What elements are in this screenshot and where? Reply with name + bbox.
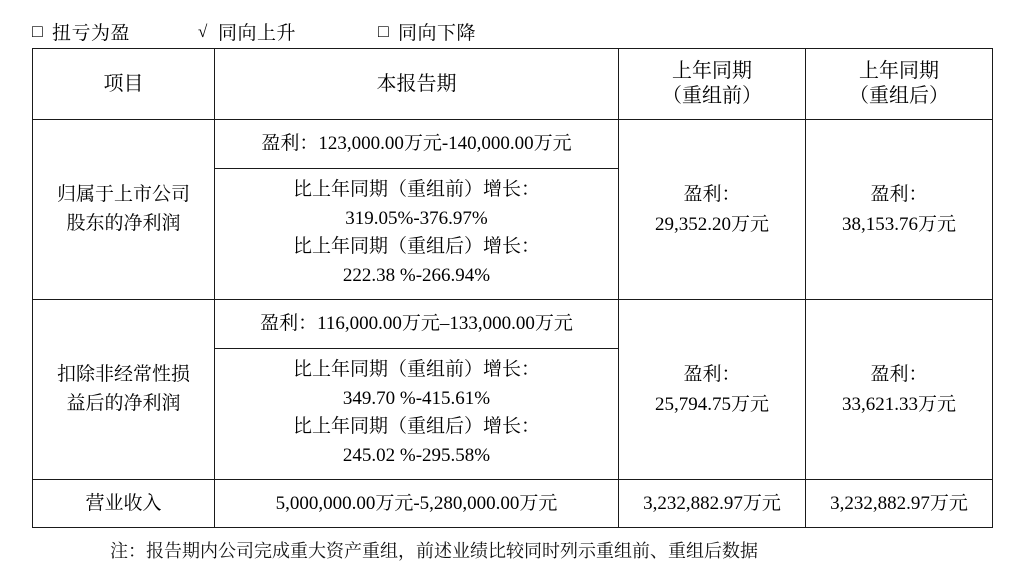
header-prev-after-restructure — [806, 49, 993, 120]
table-row — [33, 300, 993, 480]
row-label-line1: 扣除非经常性损 — [56, 364, 190, 385]
checkbox-unchecked-icon[interactable]: □ — [378, 21, 390, 41]
header-item: 项目 — [33, 49, 215, 120]
cell-prev-after-net-profit — [806, 120, 993, 300]
inner-row-amount — [215, 120, 618, 169]
row-label-net-profit-ex-nonrecurring — [33, 300, 215, 480]
inner-row-amount — [215, 300, 618, 349]
inner-row-growth — [215, 349, 618, 480]
prev-before-value: 29,352.20万元 — [654, 213, 769, 235]
row-label-line2: 股东的净利润 — [66, 212, 181, 234]
growth-before-value: 319.05%-376.97% — [345, 207, 488, 229]
cell-current-revenue: 5,000,000.00万元-5,280,000.00万元 — [215, 480, 619, 528]
prev-before-label: 盈利： — [683, 184, 741, 206]
table-header-row — [33, 49, 993, 120]
inner-split-table — [215, 120, 618, 299]
legend-item-same-direction-up[interactable] — [198, 18, 296, 45]
prev-before-value: 25,794.75万元 — [654, 393, 769, 415]
prev-after-value: 33,621.33万元 — [841, 393, 956, 415]
current-amount-ex-nonrecurring: 盈利：116,000.00万元–133,000.00万元 — [215, 300, 618, 349]
cell-prev-before-revenue: 3,232,882.97万元 — [619, 480, 806, 528]
current-amount-net-profit: 盈利：123,000.00万元-140,000.00万元 — [215, 120, 618, 169]
header-prev-after-line2: （重组后） — [849, 85, 949, 107]
table-body — [33, 120, 993, 528]
growth-after-label: 比上年同期（重组后）增长： — [292, 236, 540, 257]
table-row — [33, 120, 993, 300]
prev-after-value: 38,153.76万元 — [841, 213, 956, 235]
checkbox-checked-icon[interactable]: √ — [198, 21, 208, 41]
header-prev-before-line2: （重组前） — [662, 85, 762, 107]
checkbox-unchecked-icon[interactable]: □ — [32, 21, 44, 41]
cell-prev-after-revenue: 3,232,882.97万元 — [806, 480, 993, 528]
legend-row — [32, 16, 992, 46]
legend-item-same-direction-down[interactable] — [378, 18, 476, 45]
growth-after-label: 比上年同期（重组后）增长： — [292, 416, 540, 437]
growth-after-value: 222.38 %-266.94% — [342, 264, 491, 286]
table-header — [33, 49, 993, 120]
prev-after-label: 盈利： — [870, 184, 928, 206]
table-footnote: 注：报告期内公司完成重大资产重组，前述业绩比较同时列示重组前、重组后数据 — [110, 541, 758, 561]
growth-after-value: 245.02 %-295.58% — [342, 444, 491, 466]
cell-prev-before-net-profit — [619, 120, 806, 300]
table-row — [33, 480, 993, 528]
prev-after-label: 盈利： — [870, 364, 928, 386]
earnings-forecast-table — [32, 48, 993, 528]
row-label-revenue: 营业收入 — [33, 480, 215, 528]
cell-prev-after-ex-nonrecurring — [806, 300, 993, 480]
cell-current-net-profit — [215, 120, 619, 300]
legend-label-turnaround: 扭亏为盈 — [52, 22, 131, 44]
row-label-net-profit — [33, 120, 215, 300]
growth-before-value: 349.70 %-415.61% — [342, 387, 491, 409]
growth-before-label: 比上年同期（重组前）增长： — [292, 179, 540, 200]
growth-before-label: 比上年同期（重组前）增长： — [292, 359, 540, 380]
legend-label-same-direction-up: 同向上升 — [218, 22, 297, 44]
row-label-line2: 益后的净利润 — [66, 392, 181, 414]
header-prev-before-line1: 上年同期 — [672, 60, 752, 82]
legend-label-same-direction-down: 同向下降 — [398, 22, 477, 44]
header-prev-before-restructure — [619, 49, 806, 120]
inner-row-growth — [215, 169, 618, 300]
row-label-line1: 归属于上市公司 — [56, 184, 190, 205]
inner-split-table — [215, 300, 618, 479]
header-prev-after-line1: 上年同期 — [859, 60, 939, 82]
cell-current-net-profit-ex-nonrecurring — [215, 300, 619, 480]
legend-item-turnaround[interactable] — [32, 18, 130, 45]
header-current-period: 本报告期 — [215, 49, 619, 120]
prev-before-label: 盈利： — [683, 364, 741, 386]
cell-prev-before-ex-nonrecurring — [619, 300, 806, 480]
